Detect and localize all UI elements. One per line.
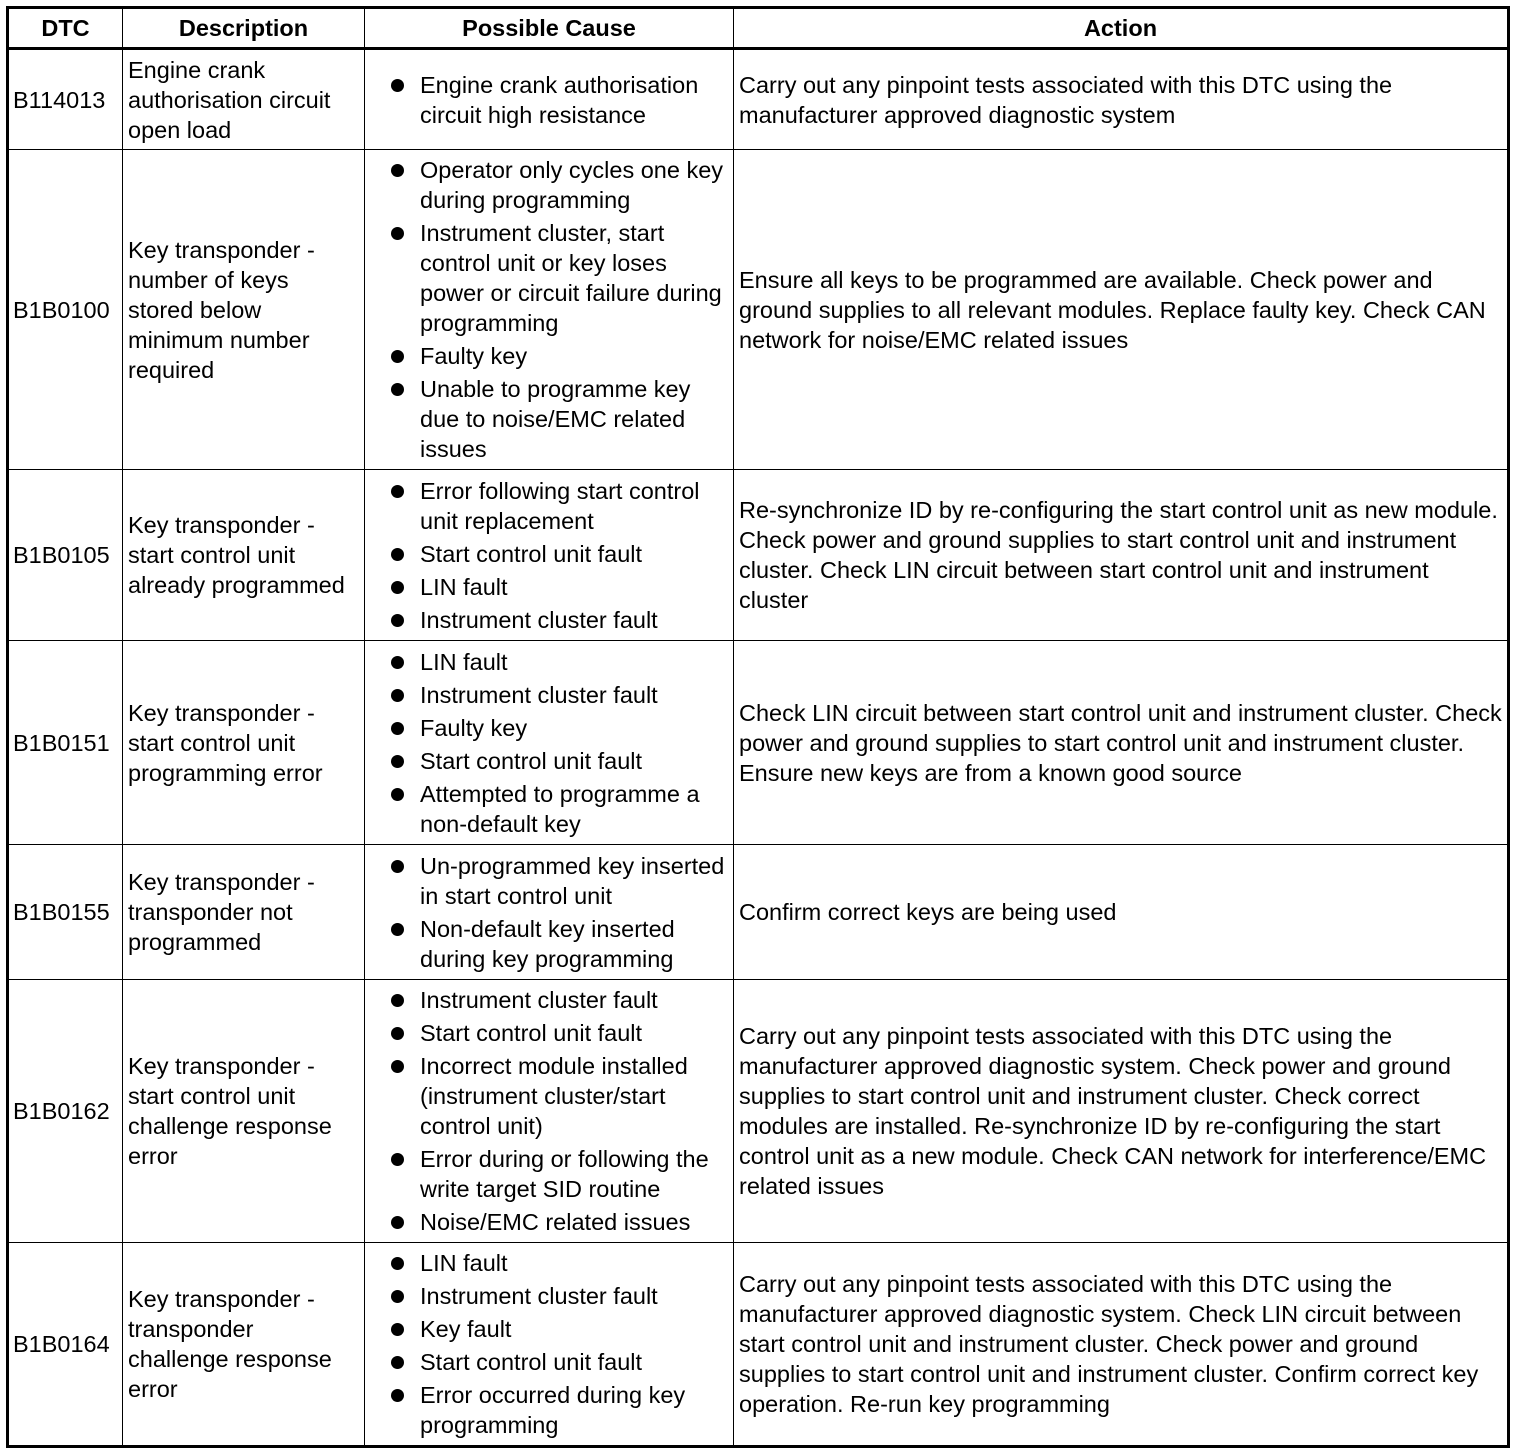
action-text: Check LIN circuit between start control unit and instrument cluster. Check power and ground supplies to start control unit and instrument cluster. Ensure new keys are from a known good source [734,641,1509,845]
cause-item [370,1347,728,1377]
possible-cause-cell [365,980,734,1243]
action-text: Re-synchronize ID by re-configuring the start control unit as new module. Check power and ground supplies to start control unit and instrument cluster. Check LIN circuit between start control unit and instrument cluster [734,470,1509,641]
dtc-code: B1B0162 [8,980,123,1243]
cause-text: Start control unit fault [420,1020,643,1046]
dtc-code: B114013 [8,49,123,150]
possible-cause-cell [365,49,734,150]
bullet-icon [391,1389,404,1402]
cause-list [370,851,728,974]
bullet-icon [391,383,404,396]
cause-text: Instrument cluster fault [420,606,658,633]
bullet-icon [391,1027,404,1040]
cause-list [370,985,728,1237]
bullet-icon [391,755,404,768]
bullet-icon [391,923,404,936]
cause-item [370,218,728,338]
cause-item [370,985,728,1015]
action-text: Ensure all keys to be programmed are available. Check power and ground supplies to all relevant modules. Replace faulty key. Check CAN network for noise/EMC related issues [734,150,1509,470]
dtc-description: Key transponder - start control unit programming error [123,641,365,845]
cause-text: Un-programmed key inserted in start control unit [420,852,725,909]
dtc-description: Key transponder - start control unit already programmed [123,470,365,641]
cause-text: Unable to programme key due to noise/EMC related issues [420,376,691,462]
cause-item [370,746,728,776]
bullet-icon [391,1153,404,1166]
cause-item [370,341,728,371]
cause-item [370,779,728,839]
cause-text: Instrument cluster, start control unit or key loses power or circuit failure during programming [420,220,722,336]
cause-item [370,476,728,536]
table-row [8,641,1509,845]
dtc-code: B1B0155 [8,845,123,980]
cause-item [370,1207,728,1237]
header-row [8,8,1509,49]
cause-text: Instrument cluster fault [420,681,658,708]
cause-item [370,1314,728,1344]
header-description: Description [123,8,365,49]
bullet-icon [391,689,404,702]
bullet-icon [391,788,404,801]
cause-text: Incorrect module installed (instrument cluster/start control unit) [420,1053,688,1139]
cause-list [370,1248,728,1440]
cause-item [370,1018,728,1048]
table-row [8,845,1509,980]
header-dtc: DTC [8,8,123,49]
header-possible-cause: Possible Cause [365,8,734,49]
cause-text: Faulty key [420,343,528,369]
cause-item [370,1051,728,1141]
bullet-icon [391,548,404,561]
bullet-icon [391,1257,404,1270]
cause-item [370,539,728,569]
table-row [8,49,1509,150]
table-row [8,150,1509,470]
table-row [8,980,1509,1243]
cause-text: Faulty key [420,714,528,741]
cause-text: Instrument cluster fault [420,1283,658,1309]
bullet-icon [391,1060,404,1073]
cause-text: Engine crank authorisation circuit high resistance [420,71,699,128]
dtc-table [6,6,1510,1448]
dtc-description: Key transponder - start control unit challenge response error [123,980,365,1243]
bullet-icon [391,1323,404,1336]
possible-cause-cell [365,641,734,845]
cause-text: Noise/EMC related issues [420,1209,691,1235]
table-row [8,470,1509,641]
cause-list [370,476,728,635]
action-text: Confirm correct keys are being used [734,845,1509,980]
dtc-code: B1B0151 [8,641,123,845]
cause-list [370,70,728,130]
header-action: Action [734,8,1509,49]
action-text: Carry out any pinpoint tests associated with this DTC using the manufacturer approved diagnostic system. Check power and ground supplies to start control unit and instrument cluster. Check correct modules are installed. Re-synchronize ID by re-configuring the start control unit as a new module. Check CAN network for interference/EMC related issues [734,980,1509,1243]
cause-text: Attempted to programme a non-default key [420,780,700,837]
bullet-icon [391,227,404,240]
possible-cause-cell [365,1243,734,1447]
cause-text: Non-default key inserted during key programming [420,915,675,972]
dtc-description: Key transponder - transponder not programmed [123,845,365,980]
cause-text: Start control unit fault [420,1349,643,1375]
cause-text: Start control unit fault [420,747,643,774]
cause-text: Error following start control unit replacement [420,477,700,534]
bullet-icon [391,656,404,669]
cause-item [370,914,728,974]
bullet-icon [391,485,404,498]
possible-cause-cell [365,470,734,641]
cause-list [370,647,728,839]
cause-item [370,851,728,911]
cause-text: Instrument cluster fault [420,987,658,1013]
cause-item [370,70,728,130]
cause-item [370,155,728,215]
bullet-icon [391,1356,404,1369]
dtc-description: Key transponder - number of keys stored below minimum number required [123,150,365,470]
cause-text: Key fault [420,1316,512,1342]
bullet-icon [391,164,404,177]
dtc-description: Engine crank authorisation circuit open load [123,49,365,150]
cause-text: Operator only cycles one key during programming [420,157,724,213]
cause-list [370,155,728,464]
dtc-description: Key transponder - transponder challenge response error [123,1243,365,1447]
cause-text: Start control unit fault [420,540,643,567]
bullet-icon [391,1290,404,1303]
cause-item [370,713,728,743]
cause-item [370,572,728,602]
table-row [8,1243,1509,1447]
cause-item [370,605,728,635]
action-text: Carry out any pinpoint tests associated with this DTC using the manufacturer approved diagnostic system [734,49,1509,150]
bullet-icon [391,860,404,873]
possible-cause-cell [365,150,734,470]
cause-item [370,1380,728,1440]
cause-text: Error during or following the write target SID routine [420,1146,709,1202]
action-text: Carry out any pinpoint tests associated with this DTC using the manufacturer approved diagnostic system. Check LIN circuit between start control unit and instrument cluster. Check power and ground supplies to start control unit and instrument cluster. Confirm correct key operation. Re-run key programming [734,1243,1509,1447]
cause-text: LIN fault [420,1250,508,1276]
cause-item [370,647,728,677]
bullet-icon [391,79,404,92]
bullet-icon [391,722,404,735]
cause-item [370,680,728,710]
dtc-code: B1B0105 [8,470,123,641]
possible-cause-cell [365,845,734,980]
cause-item [370,1281,728,1311]
dtc-code: B1B0100 [8,150,123,470]
bullet-icon [391,350,404,363]
cause-item [370,1144,728,1204]
cause-text: LIN fault [420,648,508,675]
cause-item [370,1248,728,1278]
bullet-icon [391,581,404,594]
cause-item [370,374,728,464]
cause-text: Error occurred during key programming [420,1382,686,1438]
bullet-icon [391,994,404,1007]
cause-text: LIN fault [420,573,508,600]
bullet-icon [391,614,404,627]
dtc-code: B1B0164 [8,1243,123,1447]
bullet-icon [391,1216,404,1229]
